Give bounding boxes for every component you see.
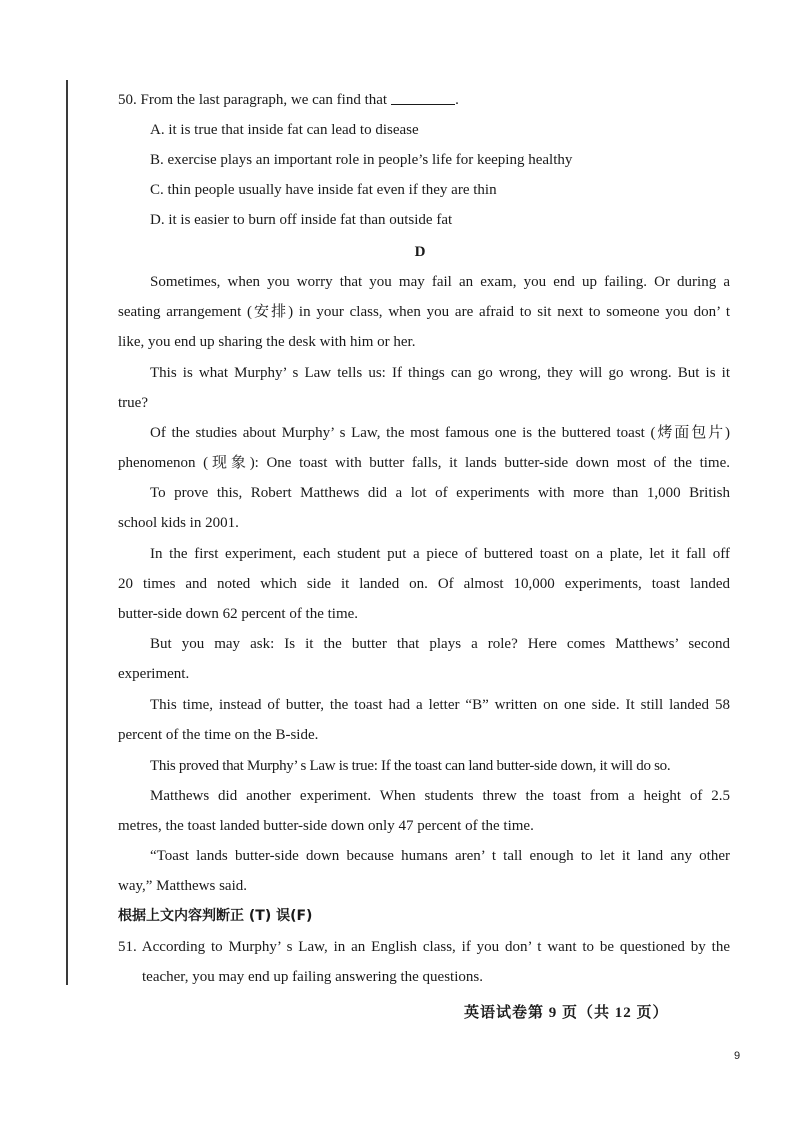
option-c: C. thin people usually have inside fat even if they are thin: [150, 182, 497, 198]
passage-line: percent of the time on the B-side.: [118, 727, 319, 743]
page-footer: 英语试卷第 9 页（共 12 页）: [464, 1005, 669, 1021]
passage-line: This time, instead of butter, the toast had a letter “B” written on one side. It still landed 58: [150, 697, 730, 713]
passage-line: metres, the toast landed butter-side down only 47 percent of the time.: [118, 818, 534, 834]
option-a: A. it is true that inside fat can lead to disease: [150, 122, 419, 138]
passage-line: Matthews did another experiment. When students threw the toast from a height of 2.5: [150, 788, 730, 804]
page-number: 9: [734, 1050, 741, 1062]
passage-line: “Toast lands butter-side down because humans aren’ t tall enough to let it land any other: [150, 848, 730, 864]
passage-line: Of the studies about Murphy’ s Law, the most famous one is the buttered toast (烤面包片): [150, 425, 730, 441]
passage-heading: D: [414, 244, 426, 260]
passage-line: school kids in 2001.: [118, 515, 239, 531]
passage-line: Sometimes, when you worry that you may fail an exam, you end up failing. Or during a: [150, 274, 730, 290]
passage-line: like, you end up sharing the desk with him or her.: [118, 334, 416, 350]
question-51-line1: 51. According to Murphy’ s Law, in an English class, if you don’ t want to be questioned by the: [118, 939, 730, 955]
answer-blank: [391, 90, 455, 105]
passage-line: butter-side down 62 percent of the time.: [118, 606, 359, 622]
true-false-instructions: 根据上文内容判断正 (T) 误(F): [118, 908, 313, 924]
passage-line: This is what Murphy’ s Law tells us: If things can go wrong, they will go wrong. But is it: [150, 365, 730, 381]
passage-line: This proved that Murphy’ s Law is true: If the toast can land butter-side down, it will do so.: [150, 758, 671, 774]
passage-line: 20 times and noted which side it landed on. Of almost 10,000 experiments, toast landed: [118, 576, 730, 592]
question-51-line2: teacher, you may end up failing answering the questions.: [142, 969, 483, 985]
passage-line: phenomenon (现象): One toast with butter falls, it lands butter-side down most of the time.: [118, 455, 730, 471]
passage-line: seating arrangement (安排) in your class, when you are afraid to sit next to someone you don’ t: [118, 304, 730, 320]
passage-line: true?: [118, 395, 148, 411]
passage-line: experiment.: [118, 666, 190, 682]
passage-line: To prove this, Robert Matthews did a lot of experiments with more than 1,000 British: [150, 485, 730, 501]
margin-rule: [66, 80, 68, 985]
passage-line: In the first experiment, each student put a piece of buttered toast on a plate, let it fall off: [150, 546, 730, 562]
question-50-stem: [118, 90, 730, 110]
question-50-end: .: [455, 92, 459, 108]
option-b: B. exercise plays an important role in people’s life for keeping healthy: [150, 152, 573, 168]
passage-line: way,” Matthews said.: [118, 878, 247, 894]
option-d: D. it is easier to burn off inside fat than outside fat: [150, 212, 453, 228]
question-50-text: 50. From the last paragraph, we can find that: [118, 92, 388, 108]
passage-line: But you may ask: Is it the butter that plays a role? Here comes Matthews’ second: [150, 636, 730, 652]
